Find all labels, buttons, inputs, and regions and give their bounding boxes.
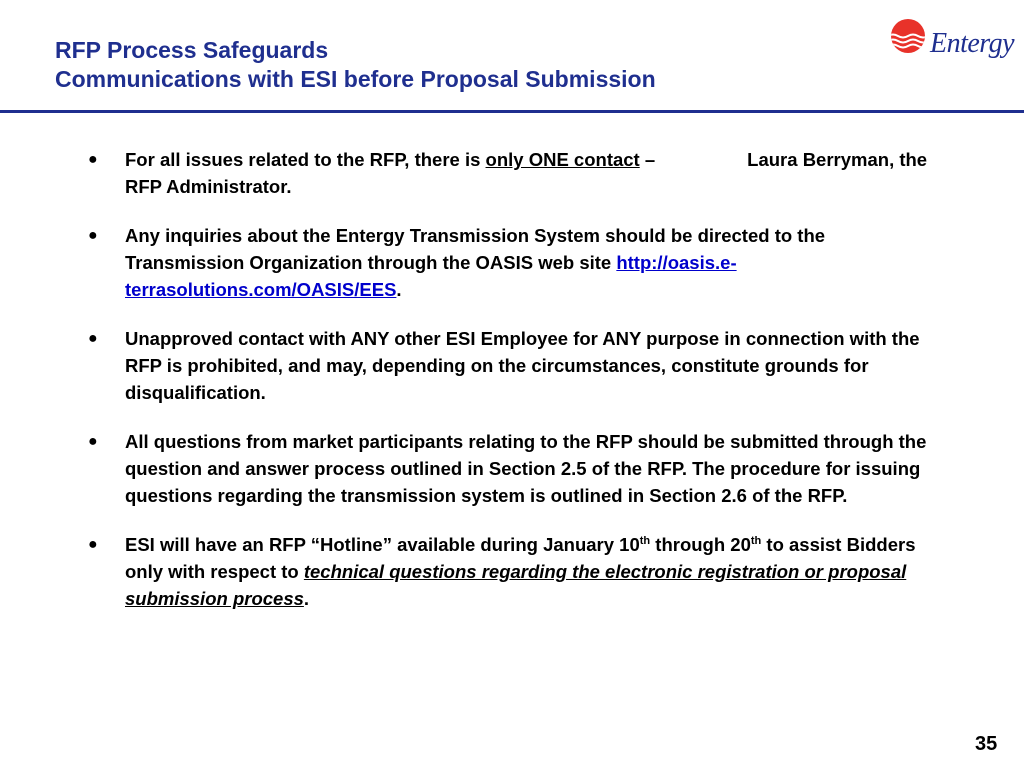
- bullet-item: ● For all issues related to the RFP, there is only ONE contact – Laura Berryman, the RFP Administrator.: [88, 146, 938, 200]
- page-number: 35: [975, 733, 998, 755]
- only-one-contact: only ONE contact: [485, 149, 640, 170]
- title-line-1: RFP Process Safeguards: [55, 37, 329, 63]
- logo-wordmark: Entergy: [930, 28, 1015, 59]
- bullet-item: ● ESI will have an RFP “Hotline” available during January 10th through 20th to assist Bidders only with respect to technical questions regarding the electronic registration or proposal submission process.: [88, 531, 938, 612]
- bullet-icon: ●: [88, 433, 98, 450]
- bullet-icon: ●: [88, 330, 98, 347]
- slide-title: [55, 36, 875, 94]
- bullet-item: ● Any inquiries about the Entergy Transmission System should be directed to the Transmission Organization through the OASIS web site http://oasis.e-terrasolutions.com/OASIS/EES.: [88, 222, 938, 303]
- oasis-link[interactable]: http://oasis.e-terrasolutions.com/OASIS/EES: [125, 252, 737, 300]
- sun-icon: [888, 12, 928, 62]
- bullet-item: ● All questions from market participants relating to the RFP should be submitted through the question and answer process outlined in Section 2.5 of the RFP. The procedure for issuing questions regarding the transmission system is outlined in Section 2.6 of the RFP.: [88, 428, 938, 509]
- bullet-icon: ●: [88, 536, 98, 553]
- bullet-icon: ●: [88, 227, 98, 244]
- title-divider: [0, 110, 1024, 113]
- bullet-list: [88, 146, 938, 634]
- technical-questions-emphasis: technical questions regarding the electronic registration or proposal submission process: [125, 561, 907, 609]
- bullet-icon: ●: [88, 151, 98, 168]
- bullet-item: ● Unapproved contact with ANY other ESI Employee for ANY purpose in connection with the RFP is prohibited, and may, depending on the circumstances, constitute grounds for disqualification.: [88, 325, 938, 406]
- title-line-2: Communications with ESI before Proposal Submission: [55, 66, 656, 92]
